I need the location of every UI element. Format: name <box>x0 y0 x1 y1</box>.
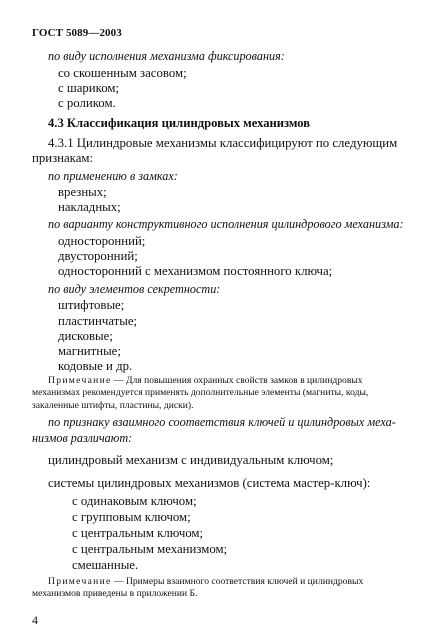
list-item: с роликом. <box>58 96 116 110</box>
paragraph-line: признакам: <box>32 151 94 165</box>
list-item: магнитные; <box>58 344 121 358</box>
list-item: дисковые; <box>58 329 113 343</box>
note-text: — Для повышения охранных свойств замков в цилиндровых механизмах рекомендуется применять дополнительные элементы (магниты, коды, закаленные штифты, пластины, диски). <box>32 375 369 411</box>
list-item: штифтовые; <box>58 298 125 312</box>
fixing-mechanism-heading: по виду исполнения механизма фиксирования: <box>48 49 285 63</box>
paragraph-line: системы цилиндровых механизмов (система мастер-ключ): <box>48 476 371 490</box>
note-label: Примечание <box>48 576 112 587</box>
application-heading: по применению в замках: <box>48 169 178 183</box>
document-code: ГОСТ 5089—2003 <box>32 27 122 39</box>
list-item: с групповым ключом; <box>72 510 191 524</box>
list-item: пластинчатые; <box>58 314 138 328</box>
list-item: врезных; <box>58 185 107 199</box>
page-number: 4 <box>32 613 38 627</box>
list-item: односторонний с механизмом постоянного ключа; <box>58 264 333 278</box>
list-item: со скошенным засовом; <box>58 66 187 80</box>
list-item: кодовые и др. <box>58 359 133 373</box>
note-text: — Примеры взаимного соответствия ключей и цилиндровых механизмов приведены в приложении Б. <box>32 576 364 600</box>
list-item: двусторонний; <box>58 249 138 263</box>
note-paragraph <box>32 375 395 412</box>
list-item: односторонний; <box>58 234 146 248</box>
note-paragraph <box>32 576 395 601</box>
key-correspondence-heading: по признаку взаимного соответствия ключей и цилиндровых меха- <box>48 415 396 429</box>
list-item: с одинаковым ключом; <box>72 494 197 508</box>
list-item: с шариком; <box>58 81 120 95</box>
list-item: с центральным механизмом; <box>72 542 228 556</box>
key-correspondence-heading-cont: низмов различают: <box>32 431 133 445</box>
section-title: 4.3 Классификация цилиндровых механизмов <box>48 116 311 130</box>
design-variant-heading: по варианту конструктивного исполнения цилиндрового механизма: <box>48 217 404 231</box>
list-item: накладных; <box>58 200 121 214</box>
secrecy-elements-heading: по виду элементов секретности: <box>48 282 221 296</box>
paragraph-line: цилиндровый механизм с индивидуальным ключом; <box>48 453 334 467</box>
paragraph-line: 4.3.1 Цилиндровые механизмы классифицируют по следующим <box>48 136 398 150</box>
note-label: Примечание <box>48 375 112 386</box>
list-item: с центральным ключом; <box>72 526 204 540</box>
list-item: смешанные. <box>72 558 139 572</box>
